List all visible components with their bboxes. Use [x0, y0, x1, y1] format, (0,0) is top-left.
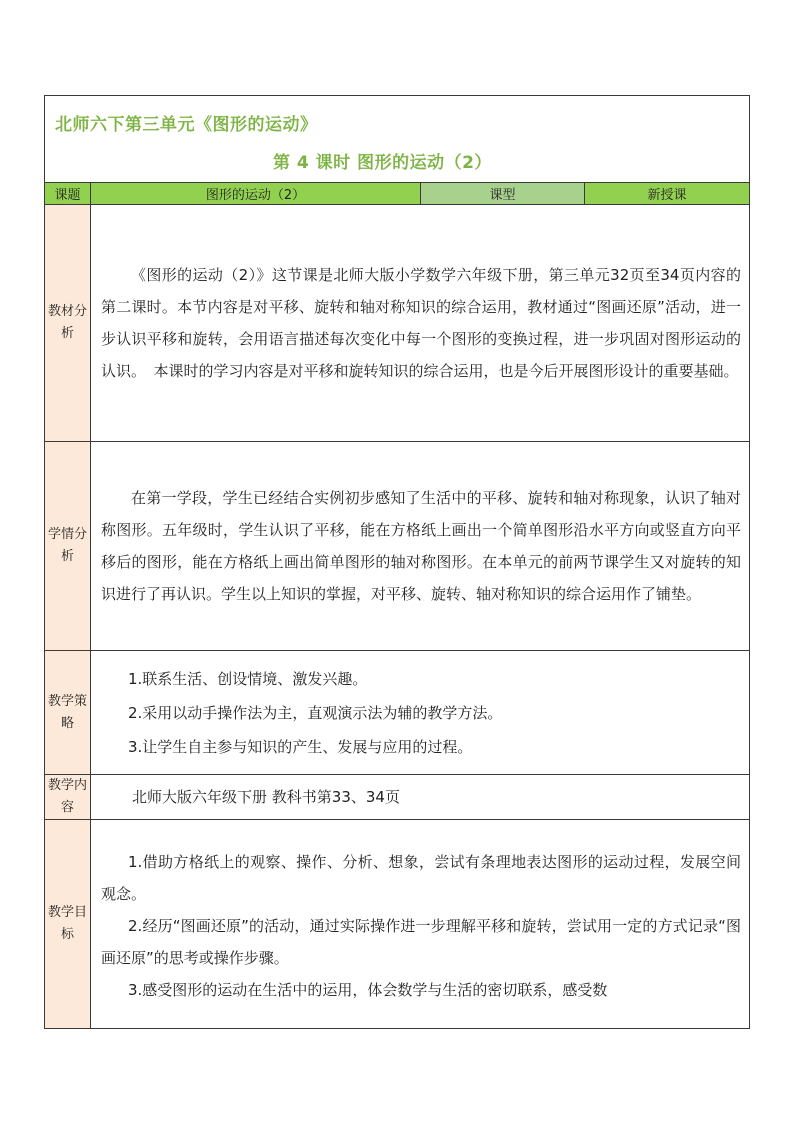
section-label-celve: 教学策略 — [45, 651, 91, 775]
section-jiaocai — [45, 205, 750, 442]
section-content-xueqing — [91, 442, 750, 651]
paragraph: 1.借助方格纸上的观察、操作、分析、想象，尝试有条理地表达图形的运动过程，发展空间观念。 — [101, 853, 741, 903]
section-content-celve — [91, 651, 750, 775]
section-neirong — [45, 775, 750, 820]
title-cell — [45, 96, 750, 183]
topic-label: 课题 — [45, 183, 91, 205]
section-label-mubiao: 教学目标 — [45, 820, 91, 1029]
document-title: 北师六下第三单元《图形的运动》 — [55, 115, 318, 135]
section-content-neirong — [91, 775, 750, 820]
paragraph: 3.让学生自主参与知识的产生、发展与应用的过程。 — [128, 737, 473, 756]
paragraph: 北师大版六年级下册 教科书第33、34页 — [132, 788, 400, 806]
section-label-neirong: 教学内容 — [45, 775, 91, 820]
paragraph: 3.感受图形的运动在生活中的运用，体会数学与生活的密切联系，感受数 — [128, 981, 608, 999]
section-label-jiaocai: 教材分析 — [45, 205, 91, 442]
section-mubiao — [45, 820, 750, 1029]
paragraph: 在第一学段，学生已经结合实例初步感知了生活中的平移、旋转和轴对称现象，认识了轴对称图形。五年级时，学生认识了平移，能在方格纸上画出一个简单图形沿水平方向或竖直方向平移后的图形，能在方格纸上画出简单图形的轴对称图形。在本单元的前两节课学生又对旋转的知识进行了再认识。学生以上知识的掌握，对平移、旋转、轴对称知识的综合运用作了铺垫。 — [101, 489, 741, 603]
lesson-type-value: 新授课 — [585, 183, 750, 205]
section-xueqing — [45, 442, 750, 651]
info-row — [45, 183, 750, 205]
paragraph: 《图形的运动（2）》这节课是北师大版小学数学六年级下册，第三单元32页至34页内容的第二课时。本节内容是对平移、旋转和轴对称知识的综合运用，教材通过“图画还原”活动，进一步认识平移和旋转，会用语言描述每次变化中每一个图形的变换过程，进一步巩固对图形运动的认识。 本课时的学习内容是对平移和旋转知识的综合运用，也是今后开展图形设计的重要基础。 — [101, 266, 741, 380]
paragraph: 2.经历“图画还原”的活动，通过实际操作进一步理解平移和旋转，尝试用一定的方式记录“图画还原”的思考或操作步骤。 — [101, 917, 741, 967]
section-content-mubiao — [91, 820, 750, 1029]
paragraph: 2.采用以动手操作法为主，直观演示法为辅的教学方法。 — [128, 703, 503, 722]
section-celve — [45, 651, 750, 775]
lesson-type-label: 课型 — [421, 183, 585, 205]
section-label-xueqing: 学情分析 — [45, 442, 91, 651]
section-content-jiaocai — [91, 205, 750, 442]
lesson-plan-table — [44, 95, 750, 1029]
lesson-title: 第 4 课时 图形的运动（2） — [273, 153, 492, 173]
lesson-plan-page — [44, 95, 749, 1029]
topic-value: 图形的运动（2） — [91, 183, 421, 205]
paragraph: 1.联系生活、创设情境、激发兴趣。 — [128, 669, 368, 688]
